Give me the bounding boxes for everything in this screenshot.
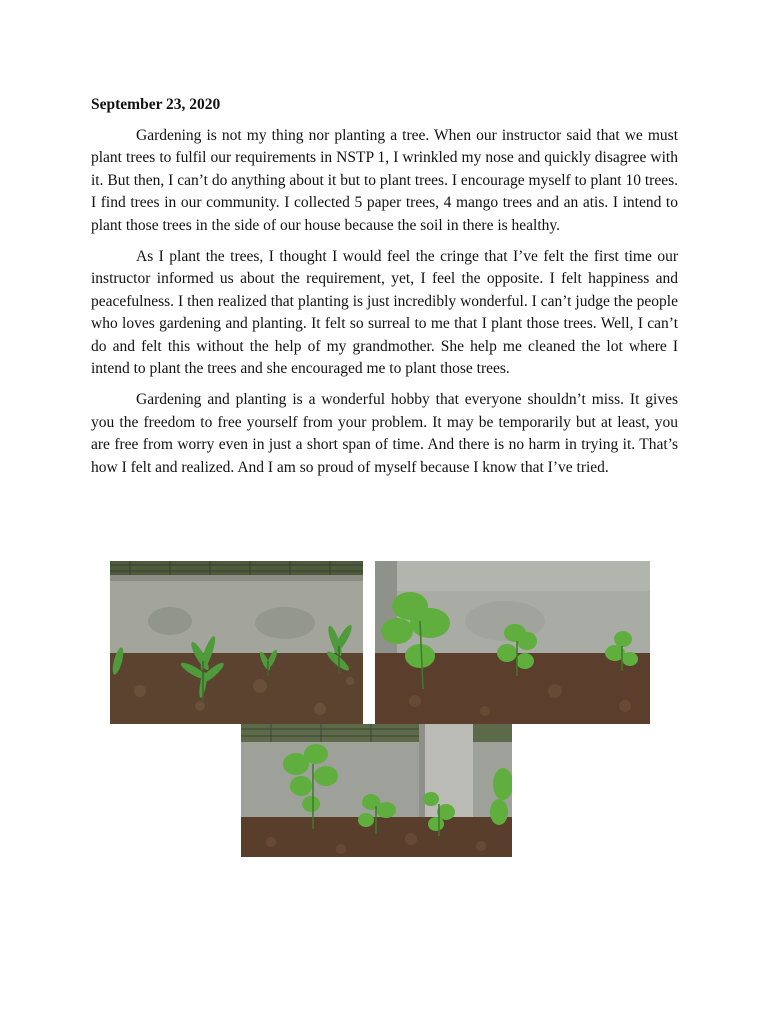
document-body — [91, 125, 678, 488]
seedlings-photo-3 — [241, 724, 512, 857]
seedlings-photo-1 — [110, 561, 363, 724]
paragraph-1: Gardening is not my thing nor planting a tree. When our instructor said that we must plant trees to fulfil our requirements in NSTP 1, I wrinkled my nose and quickly disagree with it. But then, I can’t do anything about it but to plant trees. I encourage myself to plant 10 trees. I find trees in our community. I collected 5 paper trees, 4 mango trees and an atis. I intend to plant those trees in the side of our house because the soil in there is healthy. — [91, 127, 678, 234]
paragraph-3: Gardening and planting is a wonderful hobby that everyone shouldn’t miss. It gives you the freedom to free yourself from your problem. It may be temporarily but at least, you are free from worry even in just a short span of time. And there is no harm in trying it. That’s how I felt and realized. And I am so proud of myself because I know that I’ve tried. — [91, 391, 678, 476]
seedlings-photo-2 — [375, 561, 650, 724]
paragraph-2: As I plant the trees, I thought I would feel the cringe that I’ve felt the first time our instructor informed us about the requirement, yet, I feel the opposite. I felt happiness and peacefulness. I then realized that planting is just incredibly wonderful. I can’t judge the people who loves gardening and planting. It felt so surreal to me that I plant those trees. Well, I can’t do and felt this without the help of my grandmother. She help me cleaned the lot where I intend to plant the trees and she encouraged me to plant those trees. — [91, 248, 678, 378]
document-date: September 23, 2020 — [91, 96, 221, 113]
